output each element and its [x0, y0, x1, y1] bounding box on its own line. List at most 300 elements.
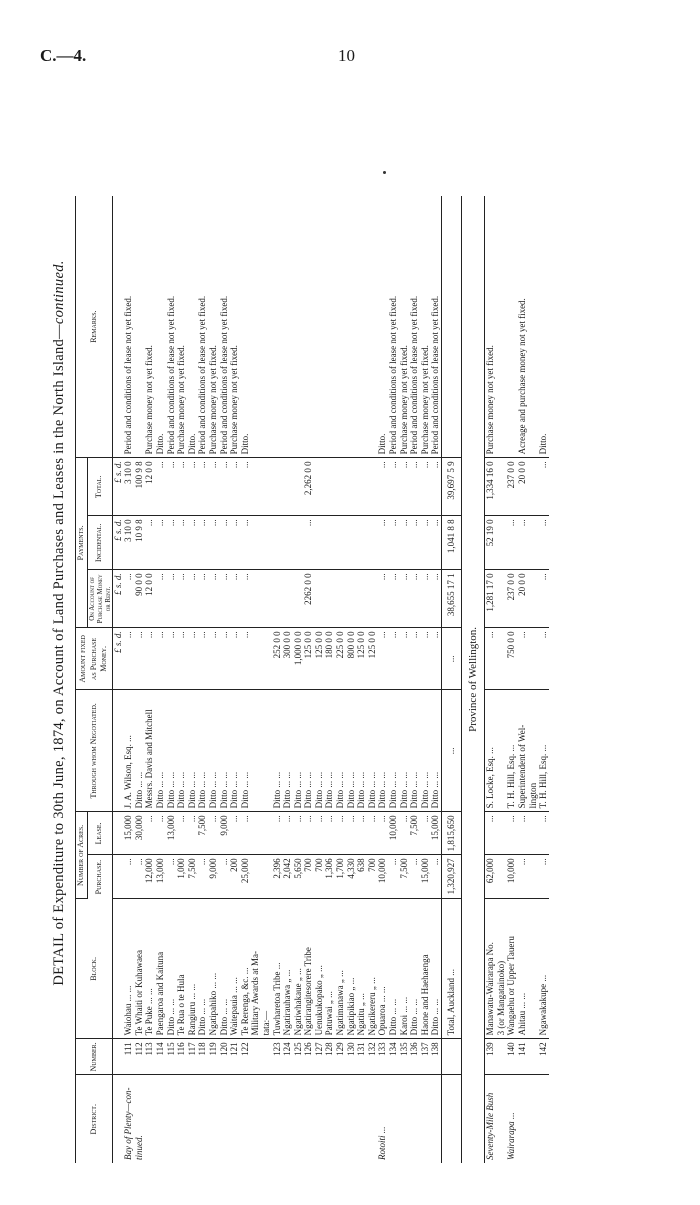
cell-remarks: Period and conditions of lease not yet fixed.	[197, 196, 208, 458]
cell-lease: 15,000	[123, 812, 134, 855]
cell-through: Ditto ... ...	[219, 690, 230, 812]
cell-remarks: Period and conditions of lease not yet fixed.	[219, 196, 230, 458]
table-row	[324, 196, 335, 1163]
cell-lease: ...	[187, 812, 198, 855]
col-amount-fixed: Amount fixed as Purchase Money.	[76, 628, 113, 690]
cell-account: ...	[399, 570, 410, 628]
table-row	[420, 196, 431, 1163]
cell-through: Ditto ... ...	[356, 690, 367, 812]
cell-account: ...	[538, 570, 549, 628]
cell-incidental: ...	[538, 516, 549, 570]
cell-purchase: ...	[123, 855, 134, 899]
cell-block: Paengaroa and Kaituna	[155, 899, 166, 1039]
cell-through: Ditto ... ...	[229, 690, 240, 812]
cell-num: 126	[303, 1039, 314, 1075]
cell-purchase: ...	[517, 855, 528, 899]
cell-total: ...	[377, 458, 388, 516]
cell-lease: ...	[356, 812, 367, 855]
table-row	[496, 196, 507, 1163]
cell-through: Ditto ... ...	[324, 690, 335, 812]
cell-purchase: 10,000	[377, 855, 388, 899]
cell-incidental: 52 19 0	[485, 516, 496, 570]
cell-total: ...	[197, 458, 208, 516]
cell-total: ...	[430, 458, 441, 516]
cell-account: 1,281 17 0	[485, 570, 496, 628]
cell-lease: ...	[506, 812, 517, 855]
cell-total	[324, 458, 335, 516]
total-purchase: 1,320,927	[442, 855, 462, 899]
cell-district: Rotoiti ...	[377, 1126, 388, 1160]
cell-block: Rangiuru ... ...	[187, 899, 198, 1039]
cell-district	[219, 1075, 230, 1163]
cell-remarks: Purchase money not yet fixed.	[485, 196, 496, 458]
cell-lease: 30,000	[134, 812, 145, 855]
table-row	[272, 196, 283, 1163]
cell-block: Ditto ... ...	[430, 899, 441, 1039]
cell-account: ...	[420, 570, 431, 628]
cell-total: ...	[229, 458, 240, 516]
cell-incidental: ...	[240, 516, 251, 570]
cell-block: tata:—	[261, 899, 272, 1039]
cell-district	[155, 1075, 166, 1163]
cell-account	[528, 570, 539, 628]
col-remarks: Remarks.	[76, 196, 113, 458]
total-section	[442, 196, 485, 1163]
total-incidental: 1,041 8 8	[442, 516, 462, 570]
cell-district	[399, 1075, 410, 1163]
table-row	[485, 196, 496, 1163]
cell-district	[324, 1075, 335, 1163]
cell-amount: 300 0 0	[282, 628, 293, 690]
cell-num: 115	[166, 1039, 177, 1075]
cell-through: Messrs. Davis and Mitchell	[144, 690, 155, 812]
cell-incidental: ...	[219, 516, 230, 570]
cell-account: ...	[229, 570, 240, 628]
cell-account: ...	[377, 570, 388, 628]
cell-amount	[496, 628, 507, 690]
cell-total: 3 10 0	[123, 458, 134, 516]
cell-lease: ...	[282, 812, 293, 855]
cell-amount: ...	[388, 628, 399, 690]
cell-purchase: 700	[314, 855, 325, 899]
cell-block: Te Puke ... ...	[144, 899, 155, 1039]
cell-lease: ...	[538, 812, 549, 855]
cell-purchase: 4,330	[346, 855, 357, 899]
cell-purchase: 15,000	[420, 855, 431, 899]
cell-block: Te Rua o te Hula	[176, 899, 187, 1039]
cell-through: lington	[528, 690, 539, 812]
cell-incidental	[367, 516, 378, 570]
cell-remarks: Purchase money not yet fixed.	[399, 196, 410, 458]
cell-amount: 800 0 0	[346, 628, 357, 690]
cell-total: 2,262 0 0	[303, 458, 314, 516]
cell-total: ...	[388, 458, 399, 516]
cell-amount	[528, 628, 539, 690]
cell-through: Ditto ... ...	[187, 690, 198, 812]
cell-purchase: 2,396	[272, 855, 283, 899]
cell-lease: ...	[377, 812, 388, 855]
cell-through: Ditto ... ...	[314, 690, 325, 812]
cell-amount: 125 0 0	[314, 628, 325, 690]
cell-incidental: ...	[144, 516, 155, 570]
cell-account	[293, 570, 304, 628]
cell-through: Ditto ... ...	[303, 690, 314, 812]
table-row	[197, 196, 208, 1163]
cell-lease: 7,500	[197, 812, 208, 855]
cell-account: ...	[240, 570, 251, 628]
cell-purchase: ...	[538, 855, 549, 899]
cell-through: Ditto ... ...	[377, 690, 388, 812]
cell-through: J. A. Wilson, Esq. ...	[123, 690, 134, 812]
cell-total	[314, 458, 325, 516]
cell-total	[272, 458, 283, 516]
cell-through: Ditto ... ...	[409, 690, 420, 812]
cell-total	[496, 458, 507, 516]
cell-through: Ditto ... ...	[176, 690, 187, 812]
table-row	[293, 196, 304, 1163]
cell-purchase: 25,000	[240, 855, 251, 899]
cell-account: ...	[197, 570, 208, 628]
table-row	[409, 196, 420, 1163]
cell-num	[261, 1039, 272, 1075]
cell-num: 120	[219, 1039, 230, 1075]
cell-district: tinued.	[133, 1135, 144, 1160]
cell-num: 116	[176, 1039, 187, 1075]
cell-lease: ...	[293, 812, 304, 855]
table-row	[528, 196, 539, 1163]
cell-through: Ditto ... ...	[399, 690, 410, 812]
table-row	[377, 196, 388, 1163]
cell-num: 137	[420, 1039, 431, 1075]
cell-district	[430, 1075, 441, 1163]
cell-incidental: ...	[517, 516, 528, 570]
table-title	[51, 83, 68, 1163]
cell-district	[166, 1075, 177, 1163]
cell-account: ...	[430, 570, 441, 628]
cell-district	[303, 1075, 314, 1163]
table-row	[261, 196, 272, 1163]
cell-total	[282, 458, 293, 516]
cell-amount: 750 0 0	[506, 628, 517, 690]
cell-incidental: ...	[377, 516, 388, 570]
cell-through	[250, 690, 261, 812]
col-payments: Payments.	[76, 458, 88, 628]
table-row	[430, 196, 441, 1163]
cell-purchase: ...	[134, 855, 145, 899]
cell-incidental: ...	[388, 516, 399, 570]
cell-purchase: 7,500	[399, 855, 410, 899]
cell-remarks: Purchase money not yet fixed.	[420, 196, 431, 458]
cell-account: ...	[166, 570, 177, 628]
cell-remarks	[250, 196, 261, 458]
cell-total	[293, 458, 304, 516]
cell-amount: ...	[409, 628, 420, 690]
cell-account	[314, 570, 325, 628]
cell-remarks: Period and conditions of lease not yet fixed.	[430, 196, 441, 458]
cell-total: ...	[155, 458, 166, 516]
cell-num: 139	[485, 1039, 496, 1075]
cell-through	[261, 690, 272, 812]
cell-remarks	[134, 196, 145, 458]
cell-remarks	[506, 196, 517, 458]
cell-purchase: ...	[166, 855, 177, 899]
cell-num: 128	[324, 1039, 335, 1075]
cell-num: 114	[155, 1039, 166, 1075]
cell-district	[496, 1075, 507, 1163]
cell-amount: ...	[208, 628, 219, 690]
cell-num: 111	[123, 1039, 134, 1075]
cell-remarks	[282, 196, 293, 458]
total-lease: 1,815,650	[442, 812, 462, 855]
cell-account: 20 0 0	[517, 570, 528, 628]
wellington-rows	[485, 196, 549, 1163]
cell-account: ...	[187, 570, 198, 628]
document-reference: C.—4.	[40, 46, 87, 65]
cell-account	[324, 570, 335, 628]
table-row	[367, 196, 378, 1163]
cell-block: Ditto ... ...	[219, 899, 230, 1039]
cell-block: 3 (or Mangatainoko)	[496, 899, 507, 1039]
cell-account	[346, 570, 357, 628]
cell-block: Ngatirauhawa „ ...	[282, 899, 293, 1039]
table-row	[303, 196, 314, 1163]
cell-district: Bay of Plenty—con-	[123, 1087, 134, 1160]
cell-num	[250, 1039, 261, 1075]
cell-purchase: 10,000	[506, 855, 517, 899]
cell-amount: ...	[485, 628, 496, 690]
cell-incidental	[335, 516, 346, 570]
cell-lease: ...	[208, 812, 219, 855]
cell-block: Ngatiwhakaue „ ...	[293, 899, 304, 1039]
cell-incidental	[250, 516, 261, 570]
cell-account	[367, 570, 378, 628]
cell-through: Ditto ... ...	[335, 690, 346, 812]
cell-district	[420, 1075, 431, 1163]
cell-amount: ...	[155, 628, 166, 690]
lsd-label: £ s. d.	[112, 516, 123, 570]
cell-incidental: ...	[197, 516, 208, 570]
cell-amount: ...	[430, 628, 441, 690]
cell-remarks: Purchase money not yet fixed.	[176, 196, 187, 458]
cell-lease: ...	[420, 812, 431, 855]
cell-lease: ...	[229, 812, 240, 855]
cell-lease	[528, 812, 539, 855]
table-row	[176, 196, 187, 1163]
cell-block: Ngatirangitesorere Tribe	[303, 899, 314, 1039]
cell-through: Ditto ... ...	[272, 690, 283, 812]
table-row	[155, 196, 166, 1163]
cell-account: 90 0 0	[134, 570, 145, 628]
expenditure-table	[75, 196, 549, 1163]
cell-remarks	[367, 196, 378, 458]
cell-num: 124	[282, 1039, 293, 1075]
cell-total: ...	[420, 458, 431, 516]
cell-amount: ...	[229, 628, 240, 690]
cell-purchase: 7,500	[187, 855, 198, 899]
col-incidental: Incidental.	[87, 516, 112, 570]
cell-remarks: Purchase money not yet fixed.	[208, 196, 219, 458]
cell-district	[282, 1075, 293, 1163]
cell-lease: ...	[155, 812, 166, 855]
cell-purchase: 638	[356, 855, 367, 899]
cell-account: 2262 0 0	[303, 570, 314, 628]
cell-block: Ditto ... ...	[409, 899, 420, 1039]
cell-remarks: Ditto.	[538, 196, 549, 458]
province-row	[461, 196, 485, 1163]
cell-incidental: ...	[155, 516, 166, 570]
cell-num: 140	[506, 1039, 517, 1075]
cell-remarks: Period and conditions of lease not yet fixed.	[166, 196, 177, 458]
cell-account: ...	[388, 570, 399, 628]
cell-remarks: Ditto.	[155, 196, 166, 458]
cell-lease	[496, 812, 507, 855]
cell-block: Military Awards at Ma-	[250, 899, 261, 1039]
cell-amount: 1,000 0 0	[293, 628, 304, 690]
auckland-rows	[123, 196, 441, 1163]
cell-purchase: 62,000	[485, 855, 496, 899]
cell-total	[356, 458, 367, 516]
title-prefix: DETAIL of Expenditure to 30th June, 1874, on Account of Land Purchases and Leases in the North Island—	[51, 324, 67, 986]
cell-incidental	[346, 516, 357, 570]
cell-through	[496, 690, 507, 812]
cell-amount: ...	[399, 628, 410, 690]
cell-remarks: Period and conditions of lease not yet fixed.	[388, 196, 399, 458]
lsd-label: £ s. d.	[112, 628, 123, 690]
table-row	[314, 196, 325, 1163]
cell-district	[367, 1075, 378, 1163]
cell-total	[528, 458, 539, 516]
cell-through: Ditto ... ...	[166, 690, 177, 812]
cell-district	[240, 1075, 251, 1163]
cell-remarks: Acreage and purchase money not yet fixed.	[517, 196, 528, 458]
cell-amount: ...	[176, 628, 187, 690]
cell-remarks	[335, 196, 346, 458]
cell-purchase: 2,042	[282, 855, 293, 899]
cell-total: 12 0 0	[144, 458, 155, 516]
cell-incidental: ...	[409, 516, 420, 570]
cell-through: Ditto ... ...	[388, 690, 399, 812]
cell-lease: 7,500	[409, 812, 420, 855]
cell-num: 129	[335, 1039, 346, 1075]
cell-incidental: ...	[303, 516, 314, 570]
title-suffix: continued.	[51, 260, 67, 325]
cell-block: Karoi ... ...	[399, 899, 410, 1039]
cell-amount: ...	[197, 628, 208, 690]
cell-district	[144, 1075, 155, 1163]
cell-lease	[250, 812, 261, 855]
cell-num	[528, 1039, 539, 1075]
cell-total: ...	[187, 458, 198, 516]
total-through: ...	[442, 690, 462, 812]
cell-lease	[261, 812, 272, 855]
cell-lease: ...	[314, 812, 325, 855]
cell-incidental	[293, 516, 304, 570]
cell-incidental	[324, 516, 335, 570]
cell-account: 12 0 0	[144, 570, 155, 628]
cell-block: Ngatipahiko ... ...	[208, 899, 219, 1039]
total-label: Total, Auckland ...	[442, 899, 462, 1039]
table-row	[282, 196, 293, 1163]
cell-through: Ditto ... ...	[367, 690, 378, 812]
cell-total	[367, 458, 378, 516]
cell-amount: ...	[377, 628, 388, 690]
cell-account: ...	[208, 570, 219, 628]
cell-block: Te Whaiti or Kuhawaea	[134, 899, 145, 1039]
cell-lease: 10,000	[388, 812, 399, 855]
cell-through: Ditto ... ...	[420, 690, 431, 812]
cell-incidental	[282, 516, 293, 570]
cell-total: ...	[176, 458, 187, 516]
cell-num: 141	[517, 1039, 528, 1075]
cell-num: 127	[314, 1039, 325, 1075]
cell-remarks	[528, 196, 539, 458]
cell-num: 138	[430, 1039, 441, 1075]
cell-amount	[261, 628, 272, 690]
table-row	[517, 196, 528, 1163]
page-number: 10	[338, 46, 355, 65]
cell-purchase: 5,650	[293, 855, 304, 899]
cell-purchase	[250, 855, 261, 899]
cell-total	[335, 458, 346, 516]
cell-amount: ...	[240, 628, 251, 690]
cell-num: 132	[367, 1039, 378, 1075]
cell-amount: 125 0 0	[303, 628, 314, 690]
cell-remarks	[356, 196, 367, 458]
table-row	[399, 196, 410, 1163]
cell-amount: ...	[538, 628, 549, 690]
cell-incidental: ...	[229, 516, 240, 570]
cell-district	[208, 1075, 219, 1163]
cell-total: ...	[538, 458, 549, 516]
cell-through: Ditto ... ...	[197, 690, 208, 812]
cell-through: Ditto ... ...	[240, 690, 251, 812]
cell-remarks	[496, 196, 507, 458]
cell-incidental	[356, 516, 367, 570]
cell-block: Ngatipikiao „ ...	[346, 899, 357, 1039]
cell-purchase: 700	[303, 855, 314, 899]
cell-purchase: 1,306	[324, 855, 335, 899]
cell-purchase: 1,000	[176, 855, 187, 899]
table-row	[229, 196, 240, 1163]
cell-district	[314, 1075, 325, 1163]
cell-purchase: 700	[367, 855, 378, 899]
cell-purchase: 200	[229, 855, 240, 899]
cell-total	[346, 458, 357, 516]
table-row	[506, 196, 517, 1163]
cell-block: Wangaehu or Upper Taueru	[506, 899, 517, 1039]
cell-through: Ditto ... ...	[293, 690, 304, 812]
cell-total: ...	[399, 458, 410, 516]
cell-district	[538, 1075, 549, 1163]
cell-purchase	[261, 855, 272, 899]
cell-incidental	[528, 516, 539, 570]
cell-num: 130	[346, 1039, 357, 1075]
cell-num: 136	[409, 1039, 420, 1075]
cell-block: Haone and Haehaenga	[420, 899, 431, 1039]
cell-lease: ...	[367, 812, 378, 855]
cell-block: Ditto ... ...	[388, 899, 399, 1039]
cell-lease: ...	[176, 812, 187, 855]
province-heading: Province of Wellington.	[461, 196, 485, 1163]
cell-num: 113	[144, 1039, 155, 1075]
cell-amount	[250, 628, 261, 690]
cell-total	[250, 458, 261, 516]
cell-block: Tuwharetoa Tribe ...	[272, 899, 283, 1039]
cell-total: ...	[219, 458, 230, 516]
cell-account	[282, 570, 293, 628]
cell-through: Ditto ... ...	[208, 690, 219, 812]
lsd-label: £ s. d.	[112, 458, 123, 516]
